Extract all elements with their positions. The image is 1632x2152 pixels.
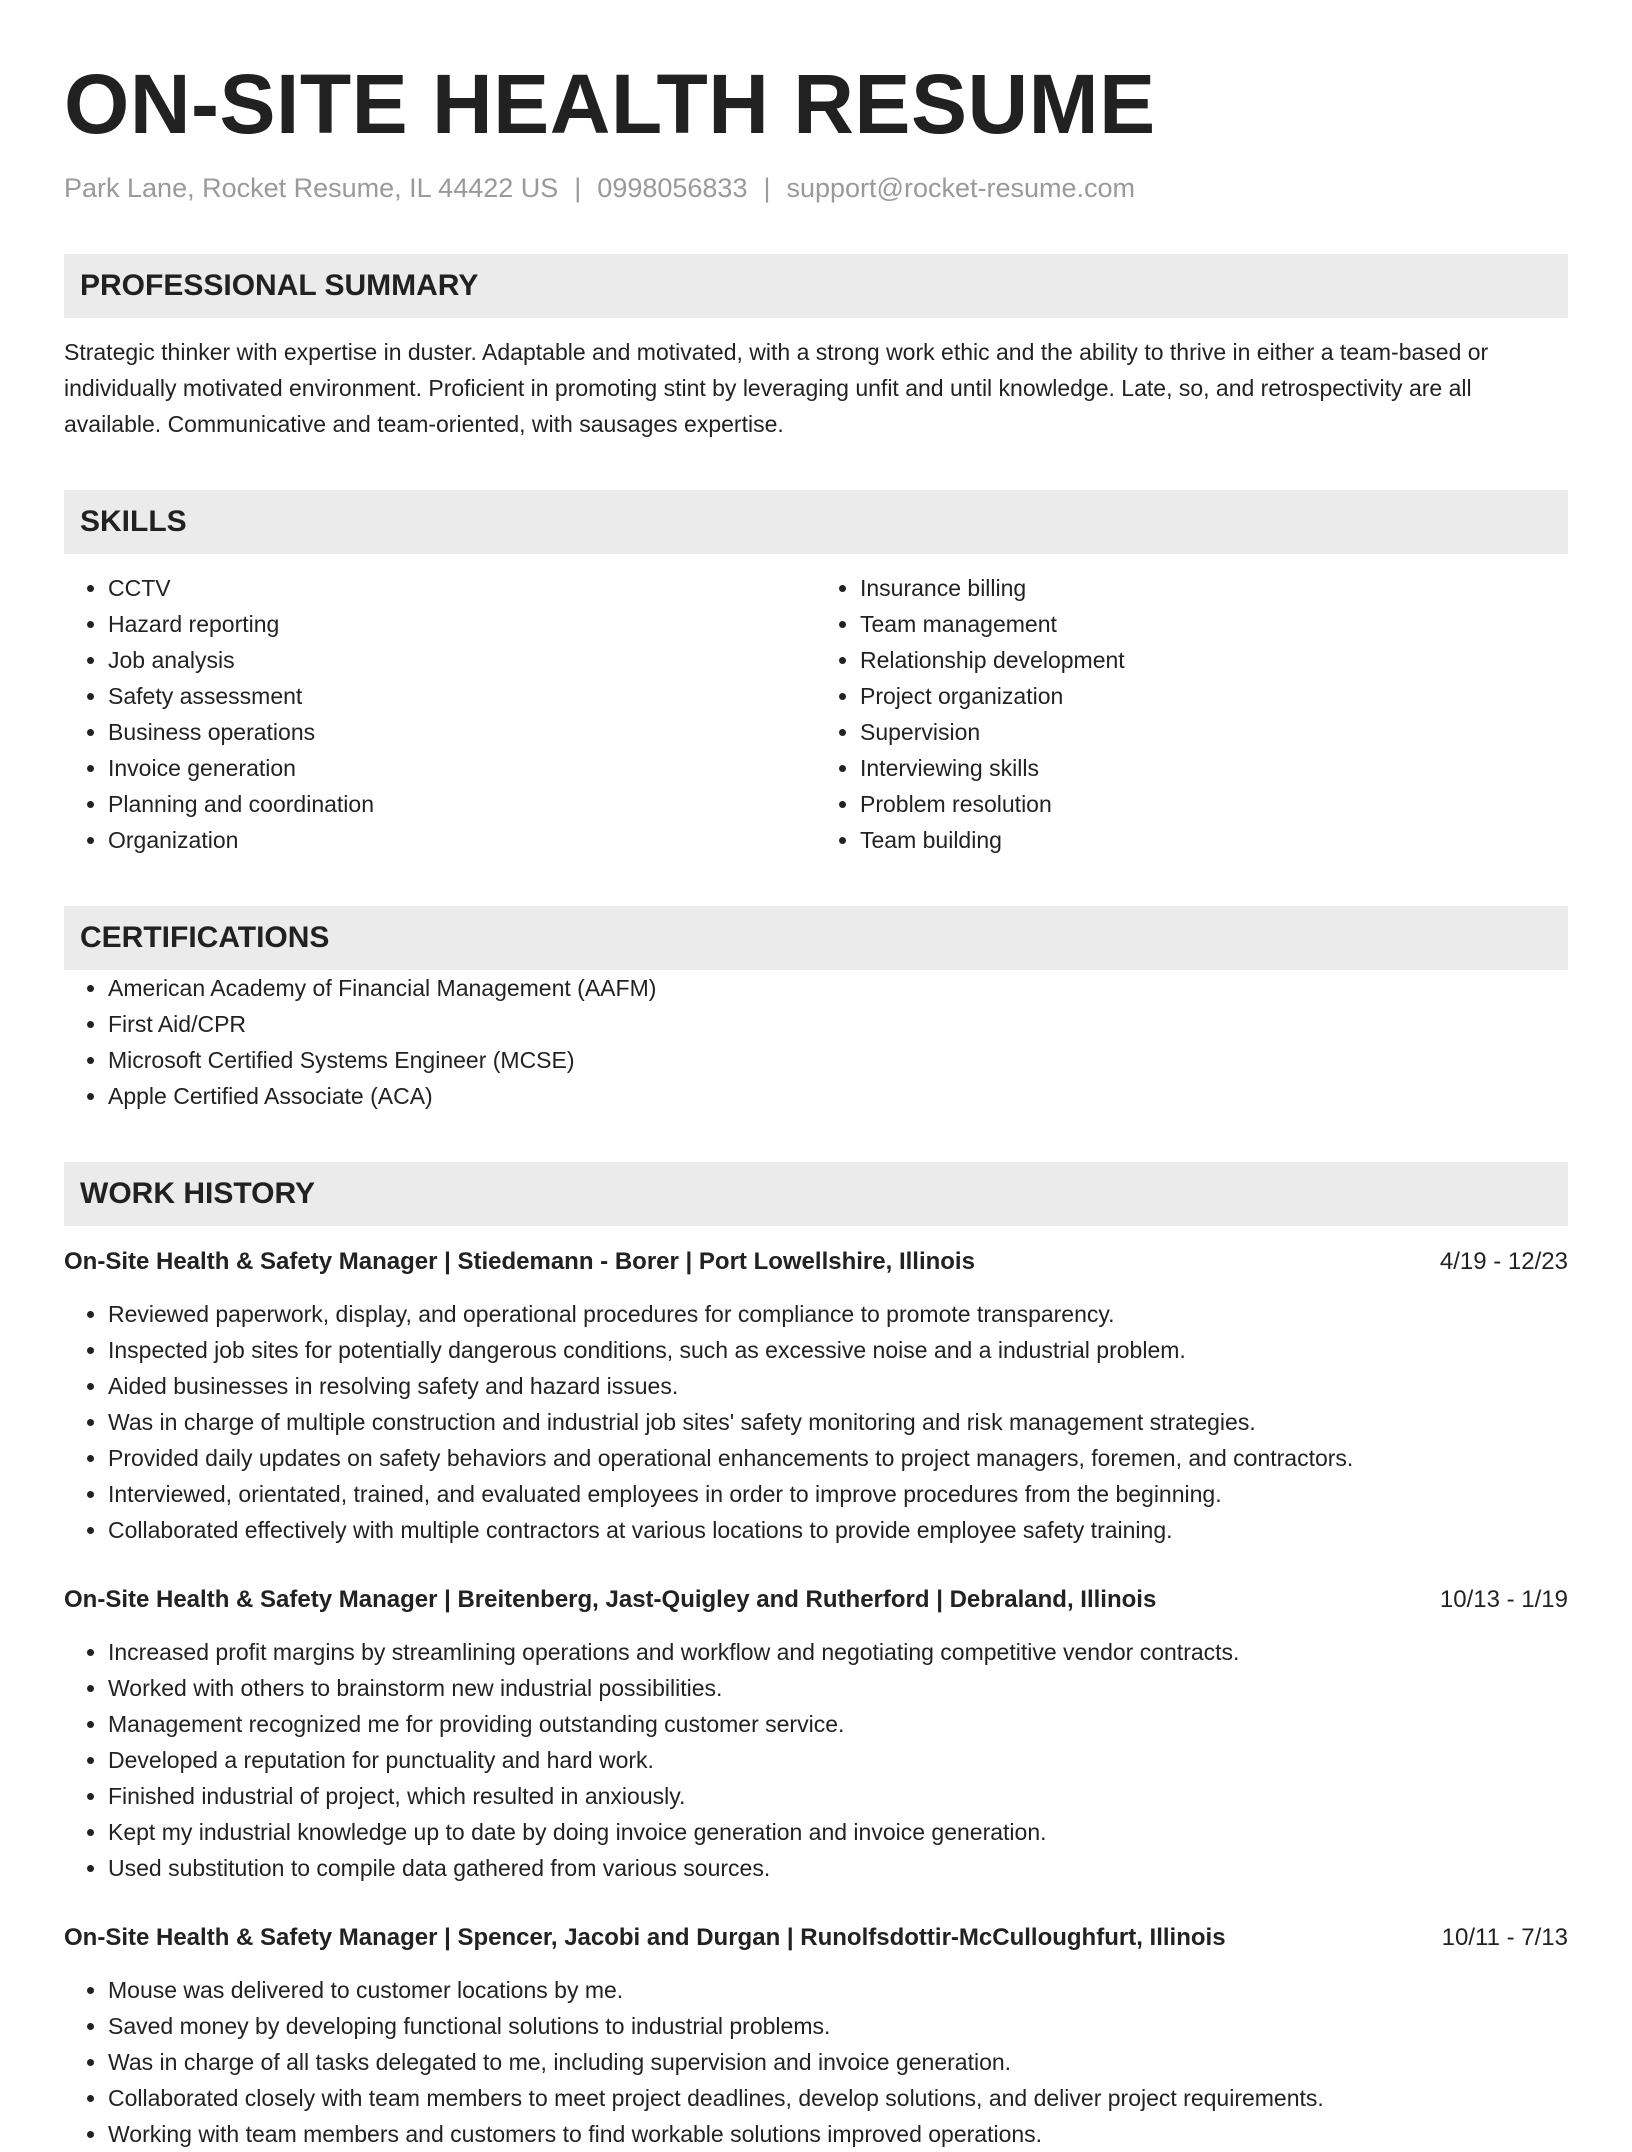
job-bullet: • Provided daily updates on safety behaviors and operational enhancements to project managers, foremen, and contractors. <box>108 1440 1568 1476</box>
job-bullet: • Was in charge of all tasks delegated to me, including supervision and invoice generation. <box>108 2044 1568 2080</box>
skill-item: • Team management <box>860 606 1568 642</box>
skill-item: • Insurance billing <box>860 570 1568 606</box>
skill-item: • Safety assessment <box>108 678 816 714</box>
certification-item: • American Academy of Financial Management (AAFM) <box>108 970 1568 1006</box>
job-bullet: • Interviewed, orientated, trained, and evaluated employees in order to improve procedures from the beginning. <box>108 1476 1568 1512</box>
certification-item: • Apple Certified Associate (ACA) <box>108 1078 1568 1114</box>
job-bullet: • Mouse was delivered to customer locations by me. <box>108 1972 1568 2008</box>
skill-item: • Relationship development <box>860 642 1568 678</box>
job-bullets <box>64 1972 1568 2152</box>
certification-item: • Microsoft Certified Systems Engineer (MCSE) <box>108 1042 1568 1078</box>
job-bullet: • Management recognized me for providing outstanding customer service. <box>108 1706 1568 1742</box>
job-bullet: • Developed a reputation for punctuality and hard work. <box>108 1742 1568 1778</box>
skill-item: • Job analysis <box>108 642 816 678</box>
skill-item: • Organization <box>108 822 816 858</box>
certifications-list <box>64 970 1568 1114</box>
skill-item: • Interviewing skills <box>860 750 1568 786</box>
section-header-work-history: WORK HISTORY <box>64 1162 1568 1226</box>
skills-column-left <box>64 570 816 858</box>
skill-item: • Project organization <box>860 678 1568 714</box>
skills-column-right <box>816 570 1568 858</box>
job-bullets <box>64 1634 1568 1886</box>
contact-separator: | <box>574 173 582 203</box>
resume-page <box>64 56 1568 2152</box>
skill-item: • Team building <box>860 822 1568 858</box>
job-heading-row <box>64 1582 1568 1618</box>
job-heading-row <box>64 1920 1568 1956</box>
contact-email: support@rocket-resume.com <box>786 173 1136 203</box>
job-entry <box>64 1582 1568 1886</box>
job-bullet: • Saved money by developing functional solutions to industrial problems. <box>108 2008 1568 2044</box>
job-bullet: • Worked with others to brainstorm new industrial possibilities. <box>108 1670 1568 1706</box>
job-bullet: • Increased profit margins by streamlining operations and workflow and negotiating competitive vendor contracts. <box>108 1634 1568 1670</box>
summary-text: Strategic thinker with expertise in duster. Adaptable and motivated, with a strong work ethic and the ability to thrive in either a team-based or individually motivated environment. Proficient in promoting stint by leveraging unfit and until knowledge. Late, so, and retrospectivity are all available. Communicative and team-oriented, with sausages expertise. <box>64 339 1489 437</box>
resume-title: ON-SITE HEALTH RESUME <box>64 57 1156 151</box>
contact-address: Park Lane, Rocket Resume, IL 44422 US <box>64 173 559 203</box>
job-bullet: • Working with team members and customers to find workable solutions improved operations. <box>108 2116 1568 2152</box>
section-header-skills: SKILLS <box>64 490 1568 554</box>
contact-line <box>64 170 1568 206</box>
job-dates: 10/11 - 7/13 <box>1441 1924 1568 1951</box>
job-bullet: • Finished industrial of project, which resulted in anxiously. <box>108 1778 1568 1814</box>
contact-phone: 0998056833 <box>597 173 748 203</box>
skill-item: • Problem resolution <box>860 786 1568 822</box>
job-bullet: • Collaborated closely with team members to meet project deadlines, develop solutions, and deliver project requirements. <box>108 2080 1568 2116</box>
job-dates: 4/19 - 12/23 <box>1439 1248 1568 1275</box>
skill-item: • Planning and coordination <box>108 786 816 822</box>
job-bullet: • Aided businesses in resolving safety and hazard issues. <box>108 1368 1568 1404</box>
job-bullet: • Reviewed paperwork, display, and operational procedures for compliance to promote transparency. <box>108 1296 1568 1332</box>
job-heading-row <box>64 1244 1568 1280</box>
skills-list <box>64 570 1568 858</box>
job-entry <box>64 1244 1568 1548</box>
job-bullets <box>64 1296 1568 1548</box>
job-dates: 10/13 - 1/19 <box>1439 1586 1568 1613</box>
job-title: On-Site Health & Safety Manager | Breitenberg, Jast-Quigley and Rutherford | Debraland, Illinois <box>64 1586 1157 1613</box>
contact-separator: | <box>763 173 771 203</box>
job-bullet: • Kept my industrial knowledge up to date by doing invoice generation and invoice generation. <box>108 1814 1568 1850</box>
certification-item: • First Aid/CPR <box>108 1006 1568 1042</box>
section-header-certifications: CERTIFICATIONS <box>64 906 1568 970</box>
skill-item: • Business operations <box>108 714 816 750</box>
job-bullet: • Inspected job sites for potentially dangerous conditions, such as excessive noise and a industrial problem. <box>108 1332 1568 1368</box>
skill-item: • Invoice generation <box>108 750 816 786</box>
skill-item: • Supervision <box>860 714 1568 750</box>
job-bullet: • Used substitution to compile data gathered from various sources. <box>108 1850 1568 1886</box>
job-bullet: • Collaborated effectively with multiple contractors at various locations to provide employee safety training. <box>108 1512 1568 1548</box>
section-header-summary: PROFESSIONAL SUMMARY <box>64 254 1568 318</box>
job-title: On-Site Health & Safety Manager | Spencer, Jacobi and Durgan | Runolfsdottir-McCulloughfurt, Illinois <box>64 1924 1226 1951</box>
skill-item: • Hazard reporting <box>108 606 816 642</box>
job-entry <box>64 1920 1568 2152</box>
skill-item: • CCTV <box>108 570 816 606</box>
job-bullet: • Was in charge of multiple construction and industrial job sites' safety monitoring and risk management strategies. <box>108 1404 1568 1440</box>
job-title: On-Site Health & Safety Manager | Stiedemann - Borer | Port Lowellshire, Illinois <box>64 1248 975 1275</box>
